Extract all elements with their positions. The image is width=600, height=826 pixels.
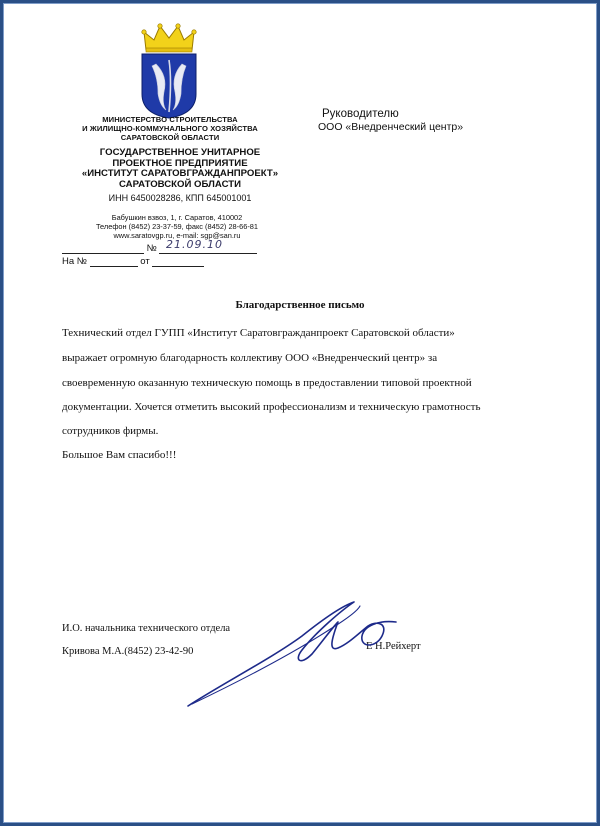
body-line: своевременную оказанную техническую помощь в предоставлении типовой проектной [62,377,472,389]
org-line-2: ПРОЕКТНОЕ ПРЕДПРИЯТИЕ [112,157,248,169]
ref-from: от [140,256,150,267]
outgoing-number-line [62,243,257,254]
ref-label: На № [62,256,87,267]
coat-of-arms-icon [138,20,200,120]
signatory-name: Е Н.Рейхерт [366,641,421,652]
org-line-4: САРАТОВСКОЙ ОБЛАСТИ [118,178,242,190]
handwritten-date: 21.09.10 [166,238,223,251]
body-line: Большое Вам спасибо!!! [62,449,177,461]
number-blank [62,243,144,254]
web-email: www.saratovgp.ru, e-mail: sgp@san.ru [113,231,241,240]
signatory-position: И.О. начальника технического отдела [62,623,231,634]
number-sign: № [146,243,157,254]
body-line: Технический отдел ГУПП «Институт Саратовгражданпроект Саратовской области» [62,327,455,339]
ref-date-blank [152,256,204,267]
ministry-line-2: И ЖИЛИЩНО-КОММУНАЛЬНОГО ХОЗЯЙСТВА [82,124,258,133]
contact-person: Кривова М.А.(8452) 23-42-90 [62,646,194,657]
ministry-line-1: МИНИСТЕРСТВО СТРОИТЕЛЬСТВА [102,115,238,124]
ministry-line-3: САРАТОВСКОЙ ОБЛАСТИ [120,133,220,142]
handwritten-signature [182,588,432,718]
reference-line [62,256,204,267]
addressee-title: Руководителю [322,108,399,120]
letter-title: Благодарственное письмо [235,299,365,311]
ref-number-blank [90,256,138,267]
address: Бабушкин взвоз, 1, г. Саратов, 410002 [111,213,243,222]
org-line-1: ГОСУДАРСТВЕННОЕ УНИТАРНОЕ [99,147,261,158]
addressee-org: ООО «Внедренческий центр» [318,121,464,133]
inn-kpp: ИНН 6450028286, КПП 645001001 [108,193,252,203]
org-line-3: «ИНСТИТУТ САРАТОВГРАЖДАНПРОЕКТ» [81,168,279,179]
body-line: сотрудников фирмы. [62,425,159,437]
phone-fax: Телефон (8452) 23-37-59, факс (8452) 28-66-81 [95,222,259,231]
body-line: документации. Хочется отметить высокий профессионализм и техническую грамотность [62,401,481,413]
body-line: выражает огромную благодарность коллективу ООО «Внедренческий центр» за [62,352,438,364]
